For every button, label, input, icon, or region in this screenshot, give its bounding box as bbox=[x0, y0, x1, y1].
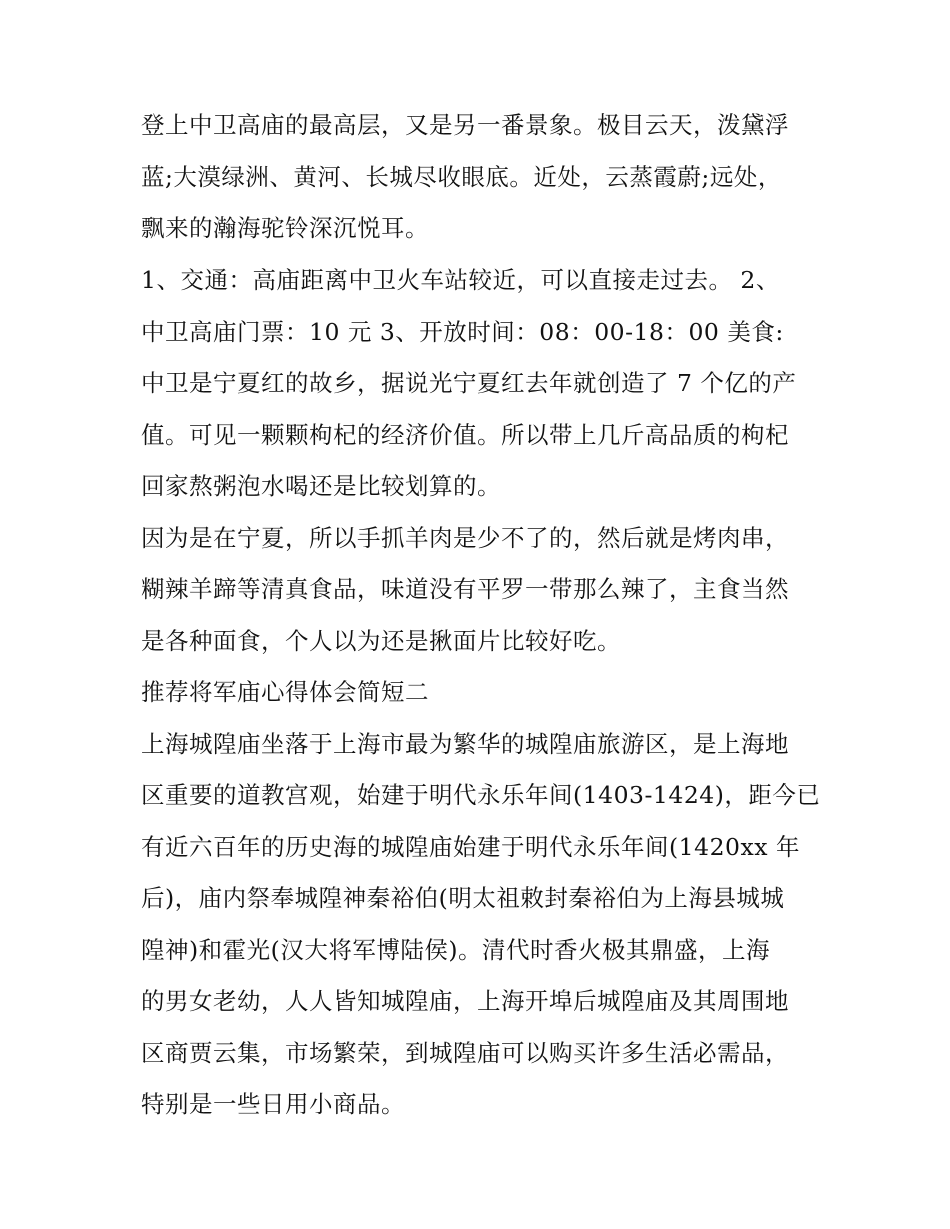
text-line: 隍神)和霍光(汉大将军博陆侯)。清代时香火极其鼎盛，上海 bbox=[141, 936, 771, 964]
text-line: 区重要的道教宫观，始建于明代永乐年间(1403-1424)，距今已 bbox=[141, 781, 821, 809]
text-line: 后)，庙内祭奉城隍神秦裕伯(明太祖敕封秦裕伯为上海县城城 bbox=[141, 884, 785, 912]
text-line: 因为是在宁夏，所以手抓羊肉是少不了的，然后就是烤肉串， bbox=[141, 524, 789, 552]
section-heading: 推荐将军庙心得体会简短二 bbox=[141, 678, 429, 706]
text-line: 的男女老幼，人人皆知城隍庙，上海开埠后城隍庙及其周围地 bbox=[141, 987, 789, 1015]
text-line: 飘来的瀚海驼铃深沉悦耳。 bbox=[141, 214, 429, 242]
text-line: 中卫是宁夏红的故乡，据说光宁夏红去年就创造了 7 个亿的产 bbox=[141, 369, 797, 397]
text-line: 1、交通：高庙距离中卫火车站较近，可以直接走过去。 2、 bbox=[141, 266, 780, 294]
text-line: 回家熬粥泡水喝还是比较划算的。 bbox=[141, 472, 501, 500]
text-line: 登上中卫高庙的最高层，又是另一番景象。极目云天，泼黛浮 bbox=[141, 111, 789, 139]
text-line: 蓝;大漠绿洲、黄河、长城尽收眼底。近处，云蒸霞蔚;远处， bbox=[141, 163, 782, 191]
text-line: 是各种面食，个人以为还是揪面片比较好吃。 bbox=[141, 627, 621, 655]
text-line: 特别是一些日用小商品。 bbox=[141, 1090, 405, 1118]
text-line: 值。可见一颗颗枸杞的经济价值。所以带上几斤高品质的枸杞 bbox=[141, 421, 789, 449]
text-line: 区商贾云集，市场繁荣，到城隍庙可以购买许多生活必需品， bbox=[141, 1039, 789, 1067]
text-line: 中卫高庙门票：10 元 3、开放时间：08：00-18：00 美食: bbox=[141, 318, 784, 346]
text-line: 上海城隍庙坐落于上海市最为繁华的城隍庙旅游区，是上海地 bbox=[141, 730, 789, 758]
text-line: 糊辣羊蹄等清真食品，味道没有平罗一带那么辣了，主食当然 bbox=[141, 575, 789, 603]
text-line: 有近六百年的历史海的城隍庙始建于明代永乐年间(1420xx 年 bbox=[141, 833, 800, 861]
